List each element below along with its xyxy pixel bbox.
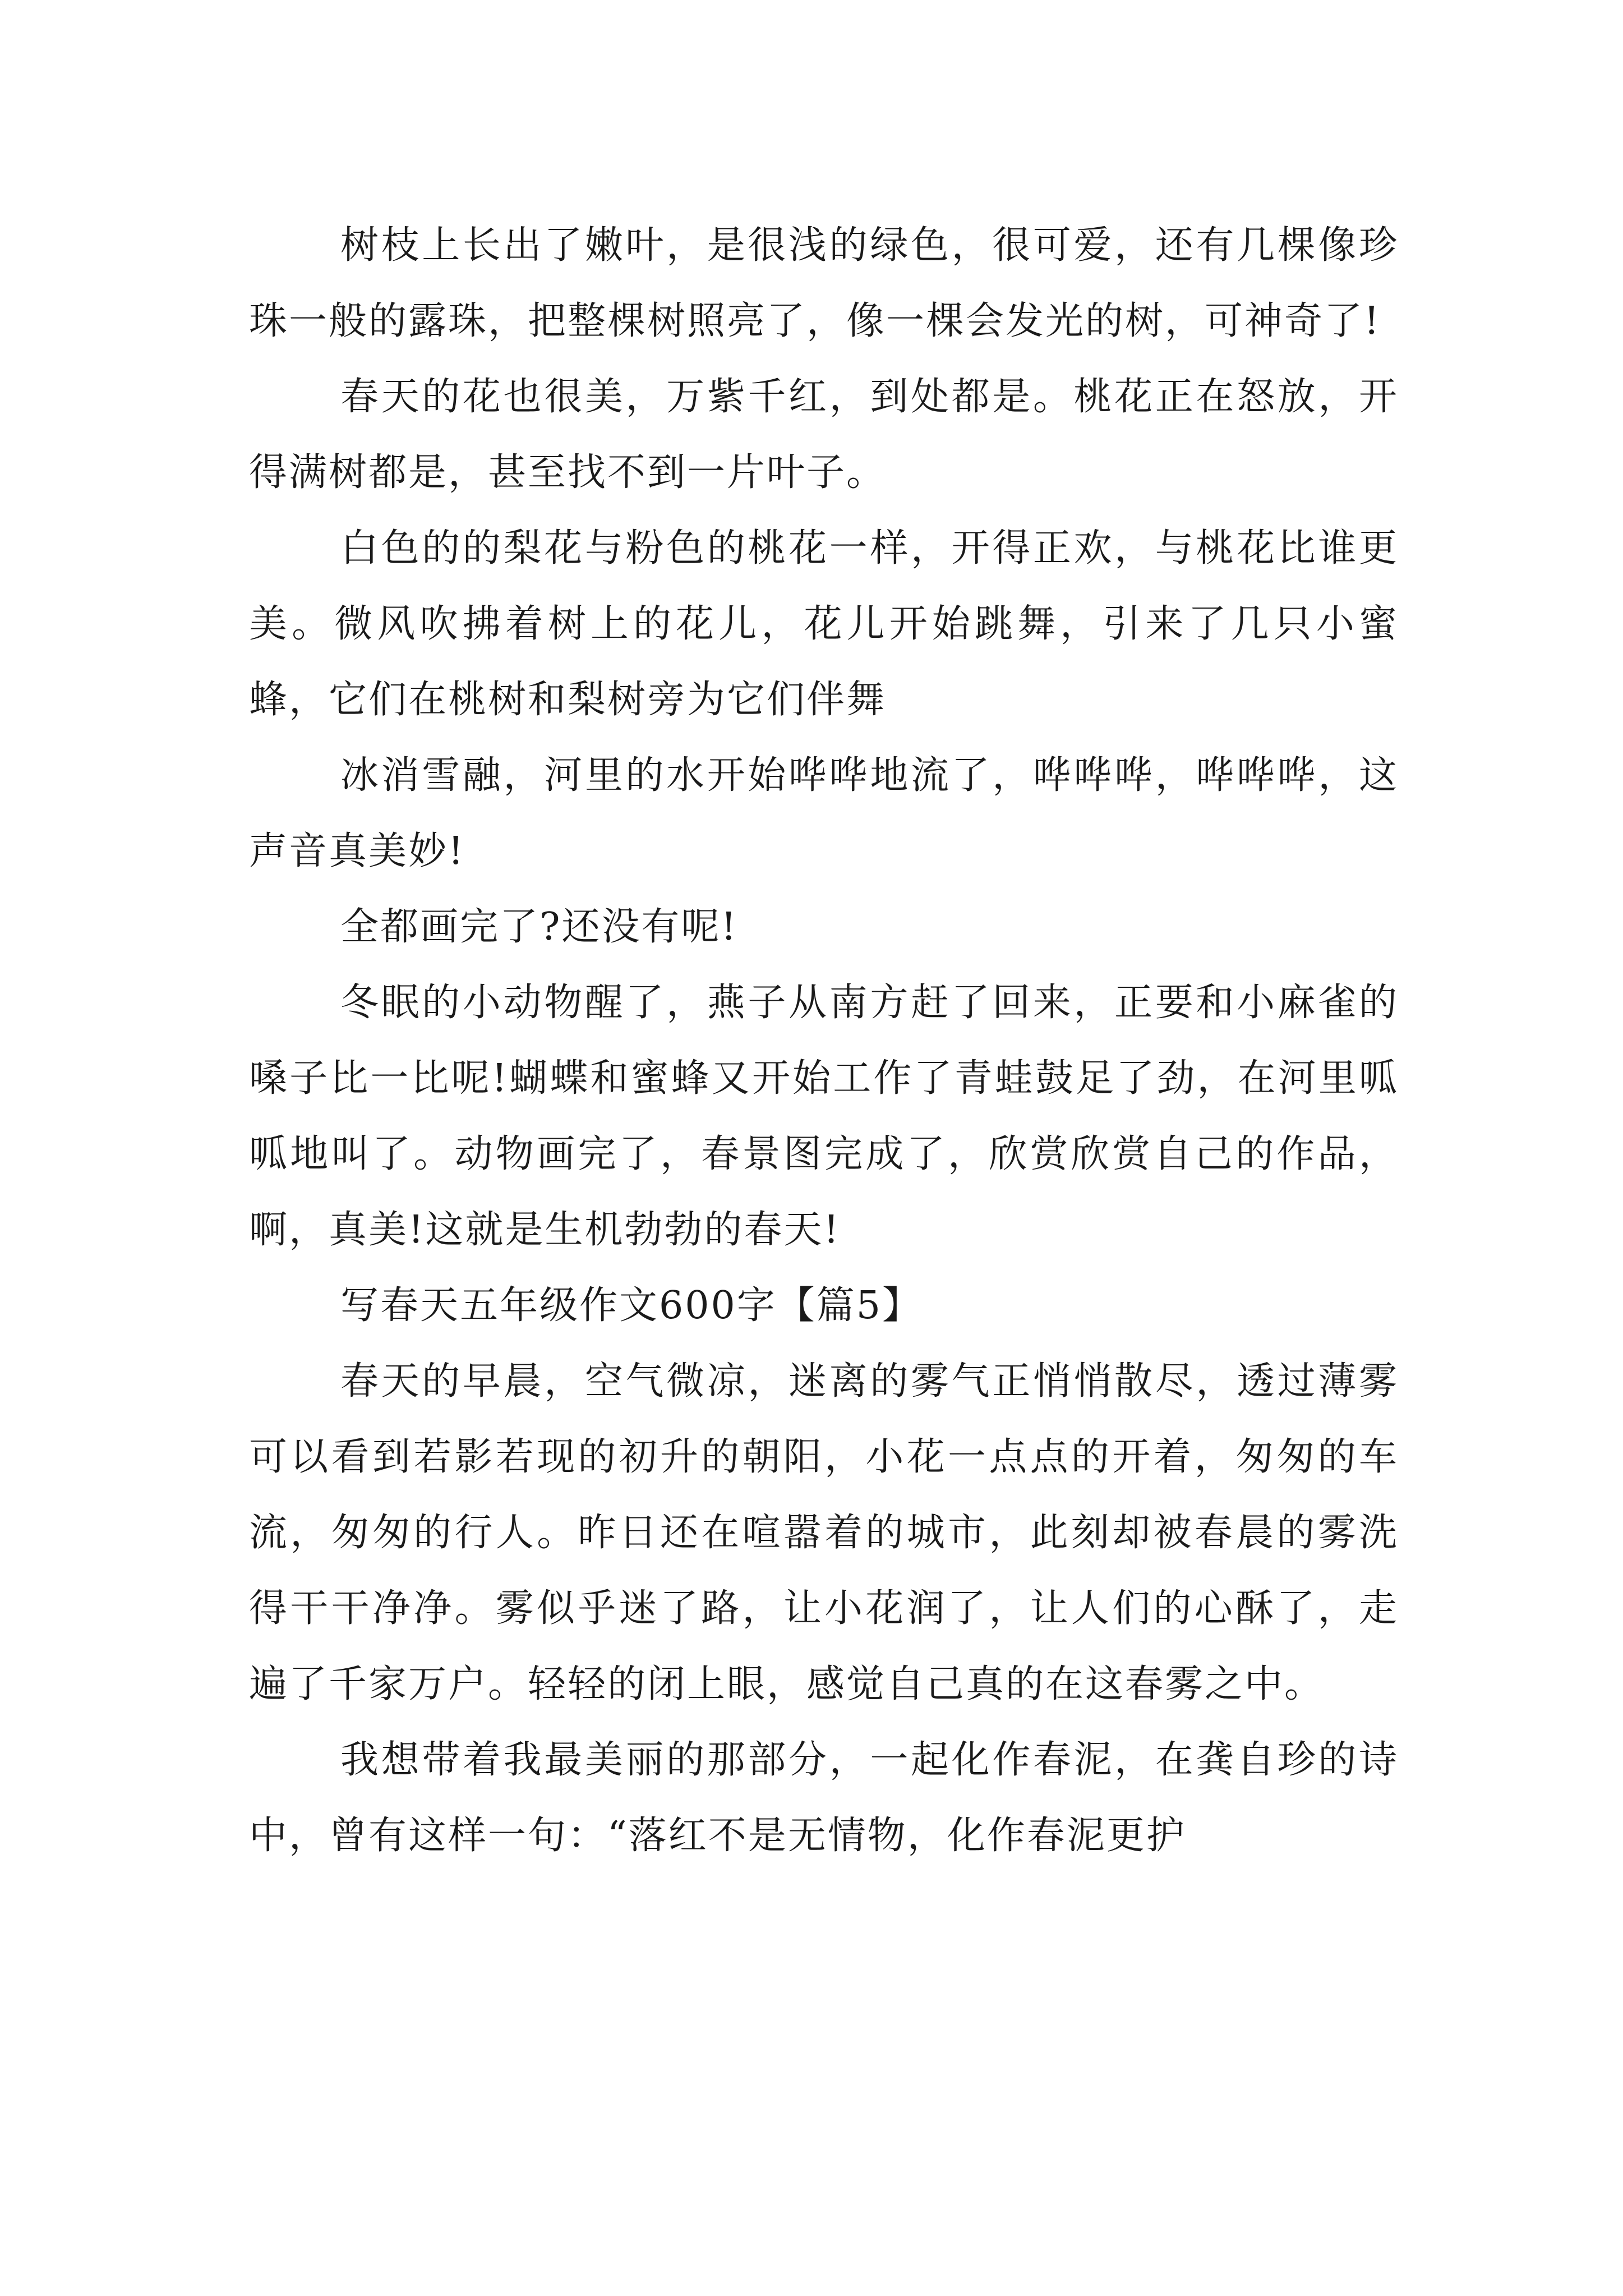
paragraph: 春天的早晨，空气微凉，迷离的雾气正悄悄散尽，透过薄雾可以看到若影若现的初升的朝阳，小花一点点的开着，匆匆的车流，匆匆的行人。昨日还在喧嚣着的城市，此刻却被春晨的雾洗得干干净净。雾似乎迷了路，让小花润了，让人们的心酥了，走遍了千家万户。轻轻的闭上眼，感觉自己真的在这春雾之中。 — [249, 1359, 1399, 1706]
paragraph: 冬眠的小动物醒了，燕子从南方赶了回来，正要和小麻雀的嗓子比一比呢!蝴蝶和蜜蜂又开始工作了青蛙鼓足了劲，在河里呱呱地叫了。动物画完了，春景图完成了，欣赏欣赏自己的作品，啊，真美!这就是生机勃勃的春天! — [249, 981, 1399, 1252]
document-body — [249, 208, 1399, 1874]
paragraph: 我想带着我最美丽的那部分，一起化作春泥，在龚自珍的诗中，曾有这样一句：“落红不是无情物，化作春泥更护 — [249, 1738, 1399, 1858]
paragraph: 树枝上长出了嫩叶，是很浅的绿色，很可爱，还有几棵像珍珠一般的露珠，把整棵树照亮了，像一棵会发光的树，可神奇了! — [249, 223, 1399, 343]
paragraph: 白色的的梨花与粉色的桃花一样，开得正欢，与桃花比谁更美。微风吹拂着树上的花儿，花儿开始跳舞，引来了几只小蜜蜂，它们在桃树和梨树旁为它们伴舞 — [249, 526, 1399, 722]
paragraph: 春天的花也很美，万紫千红，到处都是。桃花正在怒放，开得满树都是，甚至找不到一片叶子。 — [249, 375, 1399, 495]
paragraph: 冰消雪融，河里的水开始哗哗地流了，哗哗哗，哗哗哗，这声音真美妙! — [249, 753, 1399, 873]
paragraph: 全都画完了?还没有呢! — [340, 905, 738, 949]
section-heading: 写春天五年级作文600字【篇5】 — [340, 1283, 923, 1328]
